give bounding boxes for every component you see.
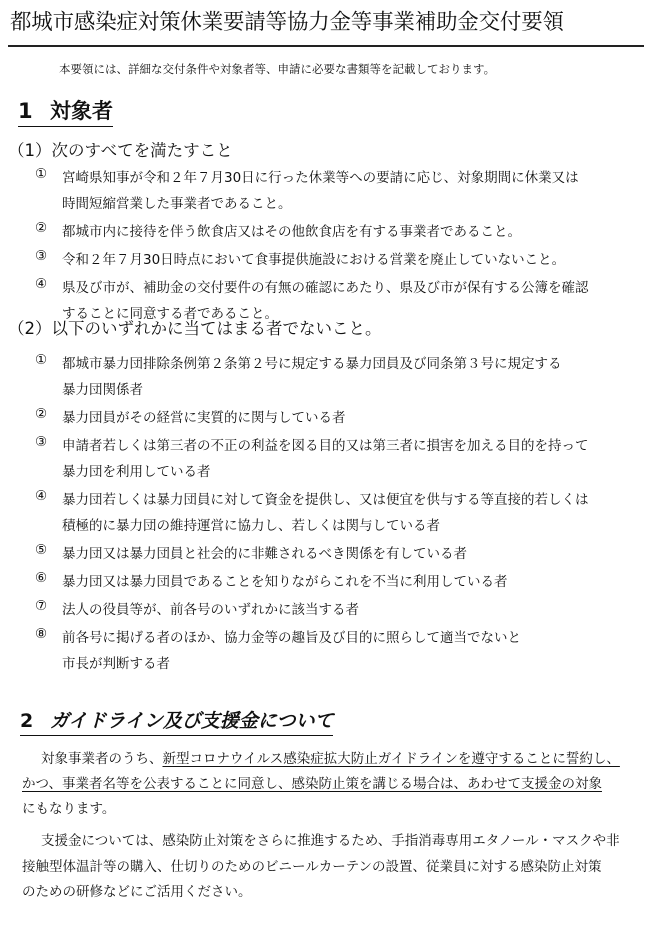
list-item-text: 暴力団若しくは暴力団員に対して資金を提供し、又は便宜を供与する等直接的若しくは [62,492,589,508]
section1-heading [18,96,113,127]
list-item-text: 暴力団又は暴力団員と社会的に非難されるべき関係を有している者 [62,546,467,562]
list-item-text: 宮崎県知事が令和２年７月30日に行った休業等への要請に応じ、対象期間に休業又は [62,170,579,186]
document-title: 都城市感染症対策休業要請等協力金等事業補助金交付要領 [10,10,564,35]
list-item-marker: ⑦ [34,598,48,614]
list-item-text: 法人の役員等が、前各号のいずれかに該当する者 [62,602,359,618]
list-item-text: することに同意する者であること。 [62,306,278,322]
list-item-text: 前各号に掲げる者のほか、協力金等の趣旨及び目的に照らして適当でないと [62,630,521,646]
list-item-marker: ④ [34,276,48,292]
list-item-text: 積極的に暴力団の維持運営に協力し、若しくは関与している者 [62,518,440,534]
title-divider [8,45,644,47]
list-item-marker: ⑤ [34,542,48,558]
list-item-marker: ④ [34,488,48,504]
list-item-marker: ⑥ [34,570,48,586]
list-item-text: 都城市暴力団排除条例第２条第２号に規定する暴力団員及び同条第３号に規定する [62,356,562,372]
para1-line3: にもなります。 [22,801,116,817]
para2-line1: 支援金については、感染防止対策をさらに推進するため、手指消毒専用エタノール・マスクや非 [41,833,620,849]
para2-line2: 接触型体温計等の購入、仕切りのためのビニールカーテンの設置、従業員に対する感染防止対策 [22,859,602,875]
list-item-text: 暴力団員がその経営に実質的に関与している者 [62,410,346,426]
sub2-label: （2）以下のいずれかに当てはまる者でないこと。 [8,319,382,338]
list-item-marker: ⑧ [34,626,48,642]
list-item-text: 時間短縮営業した事業者であること。 [62,196,292,212]
para1-line1 [41,747,620,767]
list-item-text: 令和２年７月30日時点において食事提供施設における営業を廃止していないこと。 [62,252,566,268]
list-item-text: 暴力団又は暴力団員であることを知りながらこれを不当に利用している者 [62,574,508,590]
para2-line3: のための研修などにご活用ください。 [22,884,252,900]
section2-heading-text: ガイドライン及び支援金について [50,710,334,732]
list-item-marker: ② [34,406,48,422]
section1-heading-text: 対象者 [50,99,113,123]
para1-underlined-2: かつ、事業者名等を公表することに同意し、感染防止策を講じる場合は、あわせて支援金の対象 [22,776,602,792]
para1-lead: 対象事業者のうち、 [41,751,163,767]
section2-number: 2 [20,710,34,732]
section1-number: 1 [18,99,33,123]
sub1-label: （1）次のすべてを満たすこと [8,141,233,160]
list-item-text: 市長が判断する者 [62,656,170,672]
list-item-marker: ① [34,352,48,368]
list-item-text: 暴力団関係者 [62,382,143,398]
section2-heading [20,707,333,736]
list-item-marker: ③ [34,248,48,264]
list-item-text: 申請者若しくは第三者の不正の利益を図る目的又は第三者に損害を加える目的を持って [62,438,589,454]
intro-text: 本要領には、詳細な交付条件や対象者等、申請に必要な書類等を記載しております。 [59,62,496,76]
list-item-marker: ① [34,166,48,182]
list-item-marker: ② [34,220,48,236]
list-item-text: 都城市内に接待を伴う飲食店又はその他飲食店を有する事業者であること。 [62,224,521,240]
para1-underlined-1: 新型コロナウイルス感染症拡大防止ガイドラインを遵守することに誓約し、 [162,751,620,767]
list-item-text: 暴力団を利用している者 [62,464,211,480]
list-item-marker: ③ [34,434,48,450]
list-item-text: 県及び市が、補助金の交付要件の有無の確認にあたり、県及び市が保有する公簿を確認 [62,280,589,296]
